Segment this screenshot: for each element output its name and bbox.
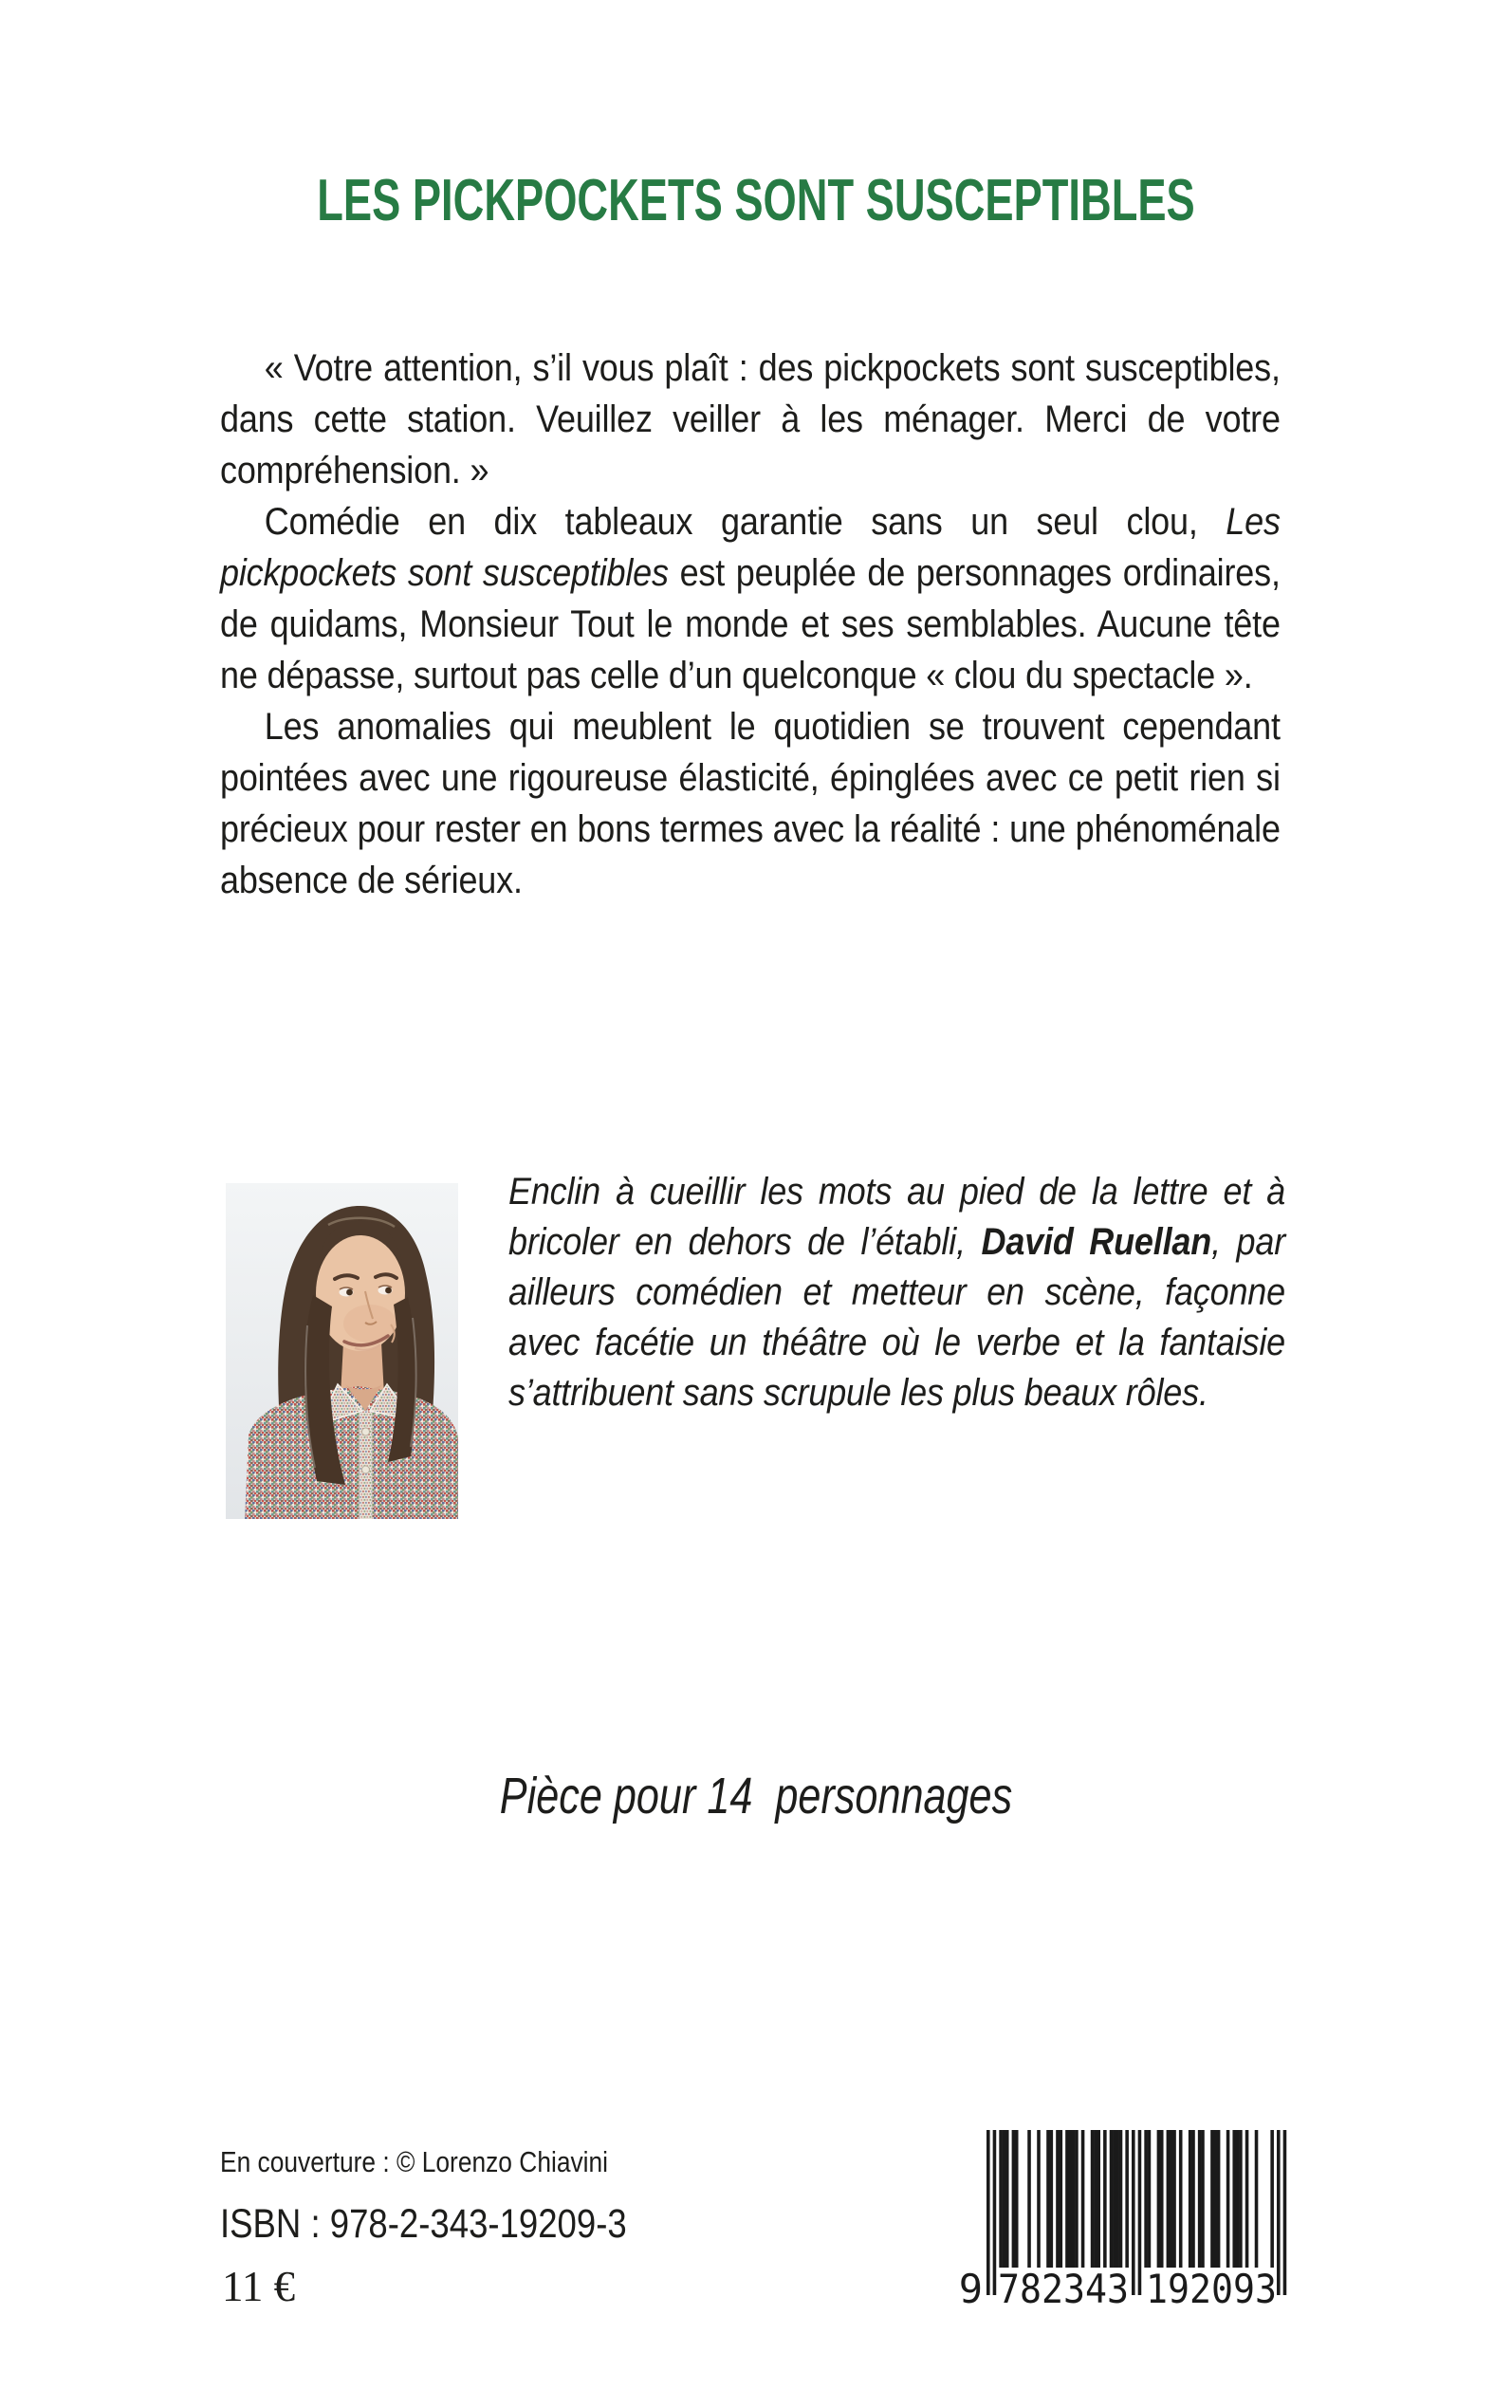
author-photo	[226, 1183, 458, 1519]
shirt-button	[362, 1466, 370, 1473]
author-name: David Ruellan	[981, 1221, 1212, 1263]
author-bio	[508, 1167, 1285, 1418]
paragraph-anomalies	[220, 701, 1281, 906]
ean13-barcode	[956, 2128, 1290, 2318]
barcode-digit-lead: 9	[958, 2266, 983, 2312]
barcode-digits-right: 192093	[1146, 2266, 1277, 2312]
price-text: 11 €	[222, 2263, 296, 2310]
paragraph-text: « Votre attention, s’il vous plaît : des pickpockets sont susceptibles, dans cette station. Veuillez veiller à les ménager. Merci de votre compréhension. »	[220, 347, 1281, 491]
shirt-button	[362, 1428, 370, 1436]
iris-left	[346, 1289, 353, 1296]
barcode-digits-left: 782343	[998, 2266, 1129, 2312]
paragraph-text: Les anomalies qui meublent le quotidien se trouvent cependant pointées avec une rigoureuse élasticité, épinglées avec ce petit rien si précieux pour rester en bons termes avec la réalité : une phénoménale absence de sérieux.	[220, 706, 1281, 901]
cast-note: Pièce pour 14 personnages	[499, 1768, 1013, 1825]
book-title: LES PICKPOCKETS SONT SUSCEPTIBLES	[317, 168, 1195, 233]
paragraph-announcement	[220, 343, 1281, 496]
iris-right	[385, 1287, 392, 1294]
paragraph-text: Comédie en dix tableaux garantie sans un seul clou,	[264, 501, 1226, 543]
cover-credit: En couverture : © Lorenzo Chiavini	[220, 2145, 609, 2178]
paragraph-text: est peuplée de personnages ordinaires, de quidams, Monsieur Tout le monde et ses semblables. Aucune tête ne dépasse, surtout pas celle d’un quelconque « clou du spectacle ».	[220, 552, 1281, 696]
bio-text: Enclin à cueillir les mots au pied de la lettre et à bricoler en dehors de l’établi,	[508, 1171, 1285, 1263]
shirt-placket	[360, 1411, 372, 1519]
synopsis	[220, 343, 1281, 906]
bio-text: , par ailleurs comédien et metteur en scène, façonne avec facétie un théâtre où le verbe et la fantaisie s’attribuent sans scrupule les plus beaux rôles.	[508, 1221, 1286, 1414]
isbn-text: ISBN : 978-2-343-19209-3	[220, 2201, 627, 2247]
paragraph-comedy	[220, 496, 1281, 701]
book-title-italic: Les pickpockets sont susceptibles	[220, 501, 1281, 594]
